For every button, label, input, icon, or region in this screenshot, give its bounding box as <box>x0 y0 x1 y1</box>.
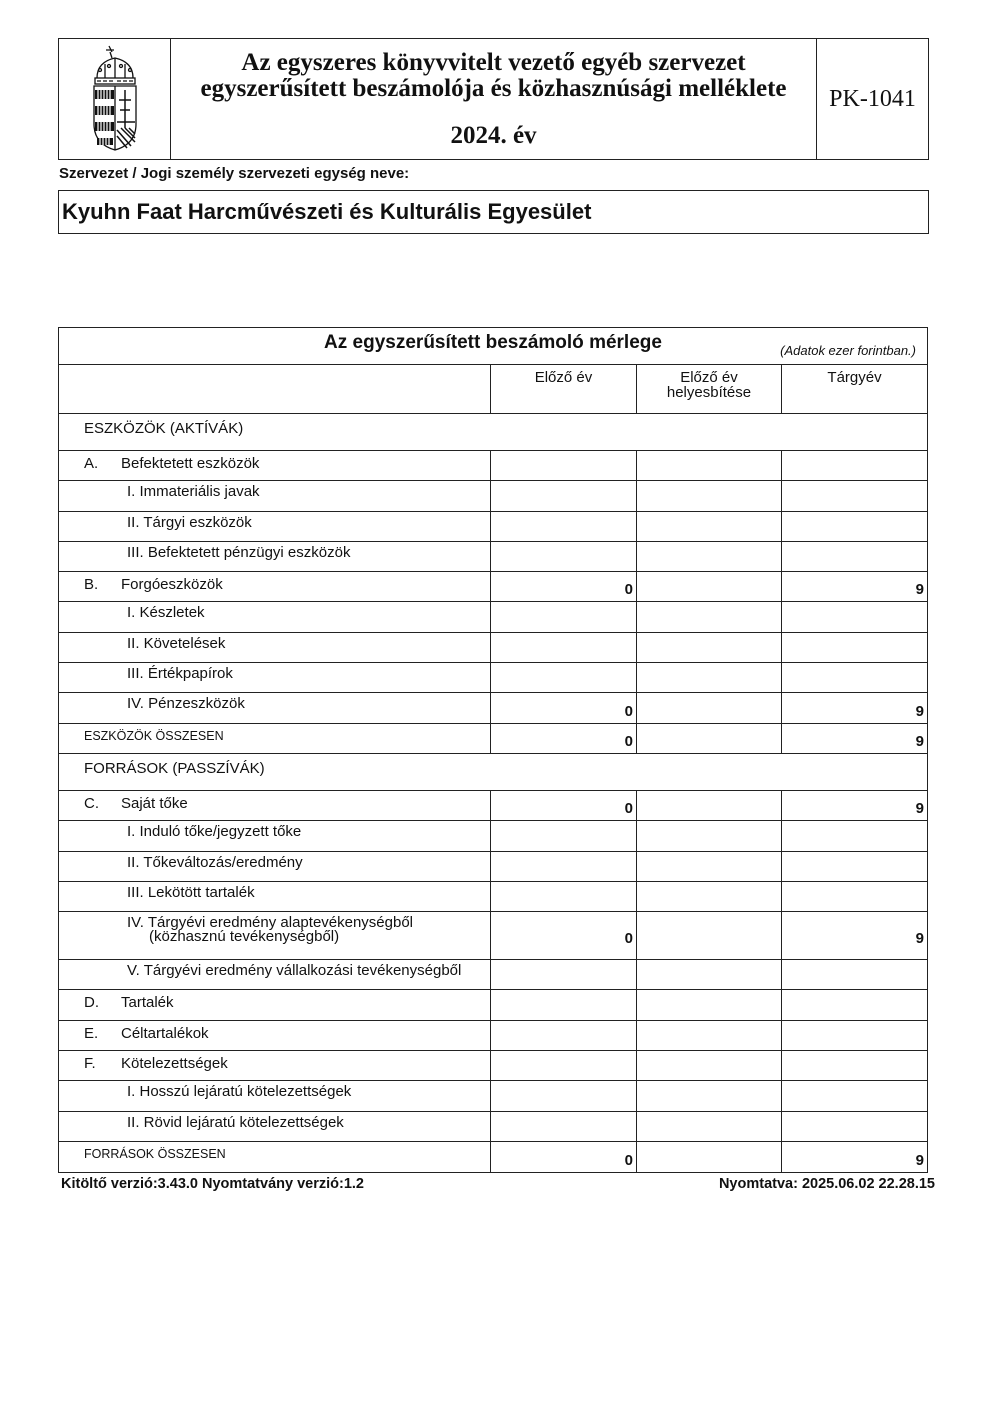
row-label-text: Kötelezettségek <box>121 1055 228 1073</box>
previous-year-correction-value <box>637 990 782 1019</box>
current-year-value <box>782 633 927 662</box>
previous-year-correction-value <box>637 1142 782 1172</box>
previous-year-value <box>491 633 637 662</box>
table-row <box>59 990 927 1020</box>
organization-label: Szervezet / Jogi személy szervezeti egység neve: <box>59 165 410 182</box>
row-label: ESZKÖZÖK ÖSSZESEN <box>59 724 491 753</box>
row-label <box>59 1081 491 1110</box>
row-label-line: II. Tárgyi eszközök <box>127 513 252 531</box>
previous-year-value <box>491 821 637 850</box>
table-row <box>59 572 927 602</box>
row-label <box>59 693 491 722</box>
current-year-value <box>782 542 927 571</box>
row-label-line: I. Immateriális javak <box>127 483 260 501</box>
row-label <box>59 512 491 541</box>
column-header-previous-year: Előző év <box>491 365 637 413</box>
previous-year-correction-value <box>637 663 782 692</box>
table-row <box>59 1021 927 1051</box>
row-label-text: Befektetett eszközök <box>121 455 260 472</box>
previous-year-correction-value <box>637 912 782 959</box>
row-label <box>59 1021 491 1050</box>
previous-year-value <box>491 481 637 510</box>
row-label <box>59 882 491 911</box>
row-label-text <box>127 485 260 499</box>
row-label-text <box>127 1085 351 1099</box>
current-year-value <box>782 1021 927 1050</box>
row-label <box>59 451 491 480</box>
previous-year-correction-value <box>637 960 782 989</box>
row-label-text <box>127 883 255 901</box>
balance-sheet-table <box>58 327 928 1173</box>
previous-year-correction-value <box>637 693 782 722</box>
current-year-value <box>782 821 927 850</box>
previous-year-correction-value <box>637 481 782 510</box>
table-row <box>59 912 927 960</box>
current-year-value <box>782 990 927 1019</box>
row-label-text <box>127 964 461 978</box>
row-label <box>59 663 491 692</box>
row-label-text <box>127 667 233 681</box>
current-year-value: 9 <box>915 702 924 720</box>
row-label <box>59 960 491 989</box>
previous-year-correction-value <box>637 791 782 820</box>
previous-year-value <box>491 1081 637 1110</box>
row-label-line: IV. Pénzeszközök <box>127 695 245 713</box>
current-year-value: 9 <box>915 581 924 599</box>
row-label <box>59 990 491 1019</box>
current-year-value: 9 <box>915 800 924 818</box>
previous-year-value <box>491 882 637 911</box>
current-year-value: 9 <box>915 1152 924 1170</box>
total-row <box>59 724 927 754</box>
row-label-text <box>127 825 301 839</box>
current-year-value <box>782 960 927 989</box>
row-label-line: II. Tőkeváltozás/eredmény <box>127 853 303 871</box>
form-title <box>171 39 817 159</box>
total-row <box>59 1142 927 1172</box>
row-label <box>59 602 491 631</box>
table-row <box>59 1051 927 1081</box>
row-label-text <box>127 697 245 711</box>
previous-year-value <box>491 990 637 1019</box>
form-year: 2024. év <box>450 122 537 149</box>
previous-year-value <box>491 852 637 881</box>
row-letter: B. <box>84 576 99 594</box>
row-letter: D. <box>84 994 99 1012</box>
table-row <box>59 791 927 821</box>
row-letter: F. <box>84 1055 96 1073</box>
table-body <box>59 414 927 1172</box>
previous-year-value: 0 <box>491 1142 637 1172</box>
table-row <box>59 882 927 912</box>
previous-year-value: 0 <box>491 693 637 722</box>
previous-year-value: 0 <box>491 572 637 601</box>
row-label-line: III. Lekötött tartalék <box>127 883 255 901</box>
row-label-text: Saját tőke <box>121 794 188 812</box>
organization-name-field: Kyuhn Faat Harcművészeti és Kulturális Egyesület <box>58 190 929 234</box>
row-label-line: III. Értékpapírok <box>127 665 233 683</box>
previous-year-correction-value <box>637 602 782 631</box>
row-label-line: III. Befektetett pénzügyi eszközök <box>127 543 351 561</box>
table-row <box>59 542 927 572</box>
current-year-value: 9 <box>915 930 924 948</box>
row-label <box>59 633 491 662</box>
row-label-line: II. Követelések <box>127 634 226 652</box>
previous-year-value <box>491 663 637 692</box>
previous-year-correction-value <box>637 512 782 541</box>
table-row <box>59 451 927 481</box>
row-label-line: I. Készletek <box>127 604 205 622</box>
table-row <box>59 821 927 851</box>
column-header-row <box>59 365 927 414</box>
title-line-2: egyszerűsített beszámolója és közhasznúsági melléklete <box>200 75 787 102</box>
table-row <box>59 1112 927 1142</box>
row-label <box>59 821 491 850</box>
current-year-value <box>782 451 927 480</box>
row-label-text <box>127 543 351 561</box>
row-label-line: II. Rövid lejáratú kötelezettségek <box>127 1113 344 1131</box>
row-label-text <box>127 634 226 652</box>
row-label-line: V. Tárgyévi eredmény vállalkozási tevékenységből <box>127 962 462 980</box>
row-label-text <box>127 916 413 944</box>
print-timestamp: Nyomtatva: 2025.06.02 22.28.15 <box>718 1176 935 1192</box>
table-row <box>59 633 927 663</box>
row-label <box>59 481 491 510</box>
unit-note: (Adatok ezer forintban.) <box>780 343 916 358</box>
row-label-line: I. Induló tőke/jegyzett tőke <box>127 823 302 841</box>
previous-year-correction-value <box>637 1051 782 1080</box>
previous-year-correction-value <box>637 882 782 911</box>
table-row <box>59 481 927 511</box>
table-row <box>59 960 927 990</box>
current-year-value <box>782 602 927 631</box>
previous-year-value <box>491 1112 637 1141</box>
row-label <box>59 1112 491 1141</box>
form-code: PK-1041 <box>829 85 916 112</box>
row-label <box>59 852 491 881</box>
current-year-value <box>782 512 927 541</box>
previous-year-correction-value <box>637 451 782 480</box>
row-label <box>59 542 491 571</box>
previous-year-value <box>491 451 637 480</box>
row-label: FORRÁSOK ÖSSZESEN <box>59 1142 491 1172</box>
row-label-text <box>127 513 252 531</box>
version-info: Kitöltő verzió:3.43.0 Nyomtatvány verzió:1.2 <box>61 1176 364 1192</box>
previous-year-correction-value <box>637 724 782 753</box>
previous-year-value <box>491 602 637 631</box>
table-row <box>59 852 927 882</box>
row-letter: E. <box>84 1024 99 1042</box>
section-header-row <box>59 414 927 451</box>
table-row <box>59 693 927 723</box>
current-year-value <box>782 1051 927 1080</box>
row-label-text: Céltartalékok <box>121 1024 209 1042</box>
row-label <box>59 572 491 601</box>
previous-year-correction-value <box>637 1112 782 1141</box>
row-label <box>59 912 491 959</box>
column-header-label <box>59 365 491 413</box>
table-row <box>59 602 927 632</box>
previous-year-value <box>491 512 637 541</box>
previous-year-value: 0 <box>491 791 637 820</box>
current-year-value <box>782 852 927 881</box>
row-label-continuation: (közhasznú tevékenységből) <box>149 928 340 946</box>
previous-year-correction-value <box>637 542 782 571</box>
section-header-row <box>59 754 927 791</box>
title-line-1: Az egyszeres könyvvitelt vezető egyéb szervezet <box>241 49 746 76</box>
table-caption <box>59 328 927 365</box>
row-label-text <box>127 606 205 620</box>
table-row <box>59 512 927 542</box>
current-year-value <box>782 1112 927 1141</box>
row-label-text <box>127 853 303 871</box>
current-year-value: 9 <box>915 732 924 750</box>
previous-year-correction-value <box>637 633 782 662</box>
hungarian-coat-of-arms-icon <box>87 44 143 154</box>
row-letter: A. <box>84 455 99 472</box>
form-header <box>58 38 929 160</box>
previous-year-correction-value <box>637 852 782 881</box>
previous-year-value <box>491 1051 637 1080</box>
previous-year-value <box>491 1021 637 1050</box>
previous-year-value <box>491 960 637 989</box>
previous-year-correction-value <box>637 572 782 601</box>
table-row <box>59 1081 927 1111</box>
previous-year-value: 0 <box>491 724 637 753</box>
current-year-value <box>782 1081 927 1110</box>
previous-year-correction-value <box>637 1081 782 1110</box>
row-label <box>59 1051 491 1080</box>
row-label: FORRÁSOK (PASSZÍVÁK) <box>84 759 265 777</box>
row-label: ESZKÖZÖK (AKTÍVÁK) <box>84 420 244 437</box>
current-year-value <box>782 481 927 510</box>
column-header-previous-year-correction: Előző év helyesbítése <box>637 365 782 413</box>
previous-year-correction-value <box>637 821 782 850</box>
previous-year-correction-value <box>637 1021 782 1050</box>
row-label-text <box>127 1113 344 1131</box>
table-title: Az egyszerűsített beszámoló mérlege <box>324 332 662 353</box>
row-label-line: I. Hosszú lejáratú kötelezettségek <box>127 1083 352 1101</box>
column-header-current-year: Tárgyév <box>827 369 882 386</box>
row-letter: C. <box>84 794 99 812</box>
current-year-value <box>782 882 927 911</box>
row-label-text: Tartalék <box>121 994 174 1012</box>
row-label-line: IV. Tárgyévi eredmény alaptevékenységből <box>127 914 414 932</box>
previous-year-value: 0 <box>491 912 637 959</box>
current-year-value <box>782 663 927 692</box>
logo-cell <box>59 39 171 159</box>
row-label-text: Forgóeszközök <box>121 576 223 594</box>
row-label <box>59 791 491 820</box>
table-row <box>59 663 927 693</box>
previous-year-value <box>491 542 637 571</box>
